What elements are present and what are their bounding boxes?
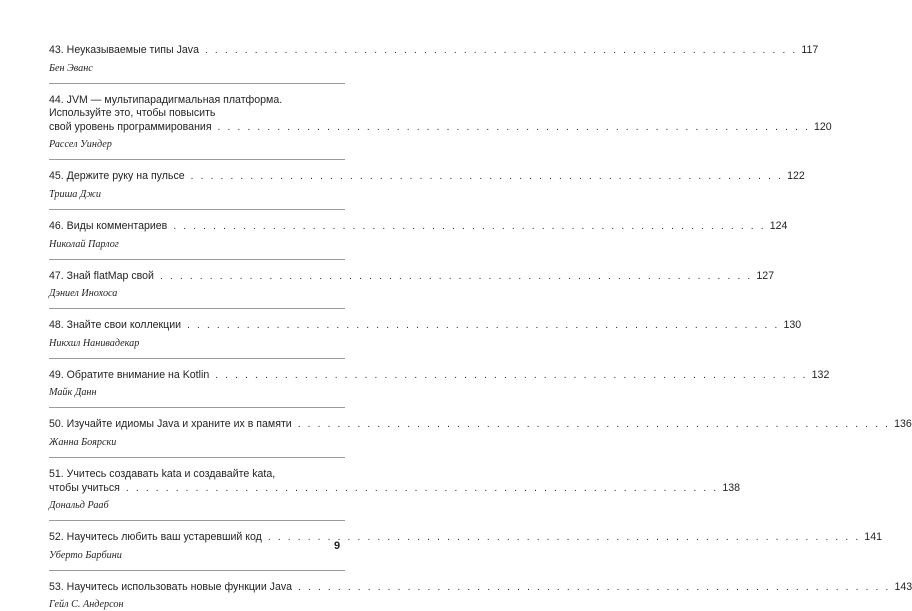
entry-author: Триша Джи	[49, 188, 101, 200]
toc-entry[interactable]	[49, 531, 882, 562]
dot-leader: . . . . . . . . . . . . . . . . . . . . . . . . . . . . . . . . . . . . . . . . . . . . . . . . . . . . . . . . . . . .	[204, 45, 798, 56]
entry-title-row	[49, 580, 912, 595]
entry-title-row	[49, 120, 832, 135]
entry-title-row	[49, 319, 802, 333]
entry-title-line: 43. Неуказываемые типы Java	[49, 44, 199, 56]
entry-title-line: 45. Держите руку на пульсе	[49, 170, 185, 183]
entry-divider	[49, 570, 345, 571]
toc-entry[interactable]	[49, 219, 788, 251]
dot-leader: . . . . . . . . . . . . . . . . . . . . . . . . . . . . . . . . . . . . . . . . . . . . . . . . . . . . . . . . . . . .	[190, 171, 784, 183]
entry-title-line: 50. Изучайте идиомы Java и храните их в памяти	[49, 418, 292, 431]
dot-leader: . . . . . . . . . . . . . . . . . . . . . . . . . . . . . . . . . . . . . . . . . . . . . . . . . . . . . . . . . . . .	[187, 320, 780, 332]
entry-divider	[49, 83, 345, 84]
entry-author: Николай Парлог	[49, 238, 119, 250]
entry-title-row	[49, 418, 912, 432]
entry-divider	[49, 457, 345, 458]
entry-divider	[49, 159, 345, 160]
dot-leader: . . . . . . . . . . . . . . . . . . . . . . . . . . . . . . . . . . . . . . . . . . . . . . . . . . . . . . . . . . . .	[298, 581, 891, 593]
dot-leader: . . . . . . . . . . . . . . . . . . . . . . . . . . . . . . . . . . . . . . . . . . . . . . . . . . . . . . . . . . . .	[125, 482, 719, 494]
entry-title-line: 44. JVM — мультипарадигмальная платформа.	[49, 93, 283, 106]
toc-entry[interactable]	[49, 269, 775, 301]
entry-page-number: 124	[769, 219, 788, 232]
dot-leader: . . . . . . . . . . . . . . . . . . . . . . . . . . . . . . . . . . . . . . . . . . . . . . . . . . . . . . . . . . . .	[267, 532, 861, 544]
entry-title-line: свой уровень программирования	[49, 120, 212, 133]
entry-page-number: 127	[756, 269, 775, 282]
entry-author: Рассел Уиндер	[49, 139, 112, 151]
dot-leader: . . . . . . . . . . . . . . . . . . . . . . . . . . . . . . . . . . . . . . . . . . . . . . . . . . . . . . . . . . . .	[173, 220, 766, 232]
entry-page-number: 132	[811, 368, 830, 381]
toc-entry[interactable]	[49, 170, 805, 201]
dot-leader: . . . . . . . . . . . . . . . . . . . . . . . . . . . . . . . . . . . . . . . . . . . . . . . . . . . . . . . . . . . .	[217, 121, 810, 133]
entry-author: Никхил Нанивадекар	[49, 337, 140, 349]
toc-entry[interactable]	[49, 580, 912, 611]
entry-author: Жанна Боярски	[49, 436, 117, 448]
entry-divider	[49, 209, 345, 210]
toc-entry[interactable]	[49, 44, 819, 75]
toc-entry[interactable]	[49, 368, 830, 400]
entry-divider	[49, 520, 345, 521]
entry-title-line: 48. Знайте свои коллекции	[49, 319, 182, 332]
dot-leader: . . . . . . . . . . . . . . . . . . . . . . . . . . . . . . . . . . . . . . . . . . . . . . . . . . . . . . . . . . . .	[159, 270, 753, 282]
entry-title-line: 49. Обратите внимание на Kotlin	[49, 368, 210, 381]
entry-title-line: Используйте это, чтобы повысить	[49, 107, 216, 120]
entry-page-number: 130	[783, 319, 802, 332]
entry-title-row	[49, 269, 775, 284]
entry-title-row	[49, 44, 819, 58]
entry-title-line: 46. Виды комментариев	[49, 219, 168, 232]
entry-page-number: 143	[894, 580, 912, 593]
toc-entry[interactable]	[49, 93, 832, 152]
entry-page-number: 122	[787, 170, 805, 183]
entry-page-number: 138	[722, 481, 741, 494]
entry-page-number: 141	[864, 531, 882, 544]
entry-author: Дэниел Инохоса	[49, 288, 118, 300]
entry-page-number: 117	[801, 44, 819, 56]
toc-entry[interactable]	[49, 418, 912, 449]
entry-divider	[49, 358, 345, 359]
entry-divider	[49, 308, 345, 309]
entry-page-number: 120	[814, 120, 832, 133]
entry-page-number: 136	[894, 418, 912, 431]
toc-entry[interactable]	[49, 467, 741, 512]
toc-entry[interactable]	[49, 319, 802, 350]
entry-title-line: 52. Научитесь любить ваш устаревший код	[49, 531, 262, 544]
table-of-contents	[49, 44, 912, 611]
entry-title-row	[49, 368, 830, 383]
dot-leader: . . . . . . . . . . . . . . . . . . . . . . . . . . . . . . . . . . . . . . . . . . . . . . . . . . . . . . . . . . . .	[297, 419, 891, 431]
entry-title-row	[49, 219, 788, 234]
entry-divider	[49, 407, 345, 408]
entry-title-row	[49, 531, 882, 545]
dot-leader: . . . . . . . . . . . . . . . . . . . . . . . . . . . . . . . . . . . . . . . . . . . . . . . . . . . . . . . . . . . .	[215, 369, 808, 381]
entry-title-line: чтобы учиться	[49, 481, 120, 494]
entry-title-line: 51. Учитесь создавать kata и создавайте kata,	[49, 467, 276, 480]
entry-author: Дональд Рааб	[49, 500, 109, 512]
page-number: 9	[334, 540, 341, 552]
entry-title-line: 47. Знай flatMap свой	[49, 269, 154, 282]
entry-title-row	[49, 481, 741, 496]
entry-divider	[49, 259, 345, 260]
entry-title-line: 53. Научитесь использовать новые функции Java	[49, 580, 293, 593]
entry-title-row	[49, 170, 805, 184]
entry-author: Майк Данн	[49, 387, 97, 399]
entry-author: Бен Эванс	[49, 62, 93, 74]
entry-author: Уберто Барбини	[49, 549, 122, 561]
entry-author: Гейл С. Андерсон	[49, 599, 124, 611]
